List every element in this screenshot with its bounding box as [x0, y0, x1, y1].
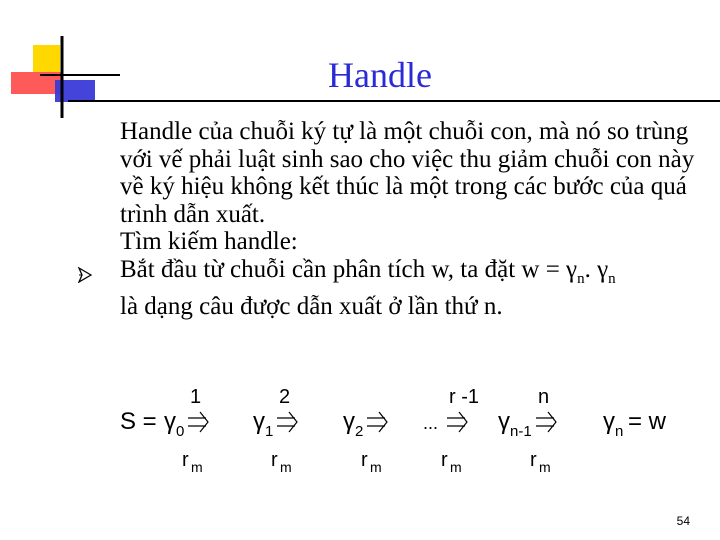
derivation-step-top-0: 1	[190, 386, 202, 408]
slide-body	[120, 118, 710, 321]
start-line-text: Bắt đầu từ chuỗi cần phân tích w, ta đặt w = γ	[120, 255, 578, 283]
derivation-gamma-sub-4: n-1	[510, 423, 532, 440]
derivation-step-bottom-sub-0: m	[191, 459, 203, 475]
derivation-gamma-sub-1: 1	[265, 423, 274, 440]
derivation-step-bottom-sub-3: m	[450, 459, 462, 475]
page-number: 54	[676, 514, 690, 528]
derivation-step-bottom-sub-1: m	[280, 459, 292, 475]
derivation-gamma-0: γ	[164, 408, 176, 435]
derivation-start: S =	[120, 408, 157, 435]
derivation-step-bottom-sub-4: m	[539, 459, 551, 475]
derivation-step-bottom-1: r	[271, 449, 278, 471]
slide-logo	[0, 0, 130, 125]
paragraph-start-line	[120, 256, 710, 294]
derivation-step-bottom-3: r	[441, 449, 448, 471]
bullet-item-find-handle: Tìm kiếm handle:	[120, 228, 298, 255]
start-line-sub2: n	[608, 270, 616, 287]
start-line-sub1: n	[577, 270, 585, 287]
derivation-end-sub: n	[615, 423, 624, 440]
derivation-step-top-3: r -1	[449, 386, 479, 408]
derivation-gamma-sub-2: 2	[355, 423, 364, 440]
title-divider	[68, 100, 720, 102]
logo-yellow-square	[33, 45, 60, 70]
derivation-diagram	[118, 378, 678, 478]
derivation-step-bottom-4: r	[530, 449, 537, 471]
derivation-arrow-1	[277, 412, 297, 432]
derivation-arrow-3	[447, 412, 467, 432]
start-line-mid: . γ	[584, 255, 609, 283]
derivation-gamma-sub-0: 0	[176, 423, 185, 440]
derivation-end-gamma: γ	[603, 408, 615, 435]
arrow-bullet-icon	[78, 267, 92, 288]
derivation-ellipsis: ...	[423, 413, 439, 433]
slide-title: Handle	[328, 55, 432, 95]
derivation-arrow-2	[367, 412, 387, 432]
derivation-step-top-1: 2	[279, 386, 291, 408]
paragraph-handle-definition: Handle của chuỗi ký tự là một chuỗi con, mà nó so trùng với vế phải luật sinh sao cho việc thu giảm chuỗi con này về ký hiệu không kết thúc là một trong các bước của quá trình dẫn xuất.	[120, 118, 695, 228]
derivation-end-eq: = w	[628, 408, 667, 435]
derivation-arrow-4	[536, 412, 556, 432]
paragraph-sentential-form: là dạng câu được dẫn xuất ở lần thứ n.	[120, 293, 503, 320]
derivation-step-bottom-0: r	[182, 449, 189, 471]
derivation-arrow-0	[188, 412, 208, 432]
derivation-step-top-4: n	[538, 386, 550, 408]
derivation-step-bottom-sub-2: m	[370, 459, 382, 475]
derivation-gamma-4: γ	[498, 408, 510, 435]
derivation-gamma-2: γ	[343, 408, 355, 435]
derivation-gamma-1: γ	[253, 408, 265, 435]
derivation-step-bottom-2: r	[361, 449, 368, 471]
